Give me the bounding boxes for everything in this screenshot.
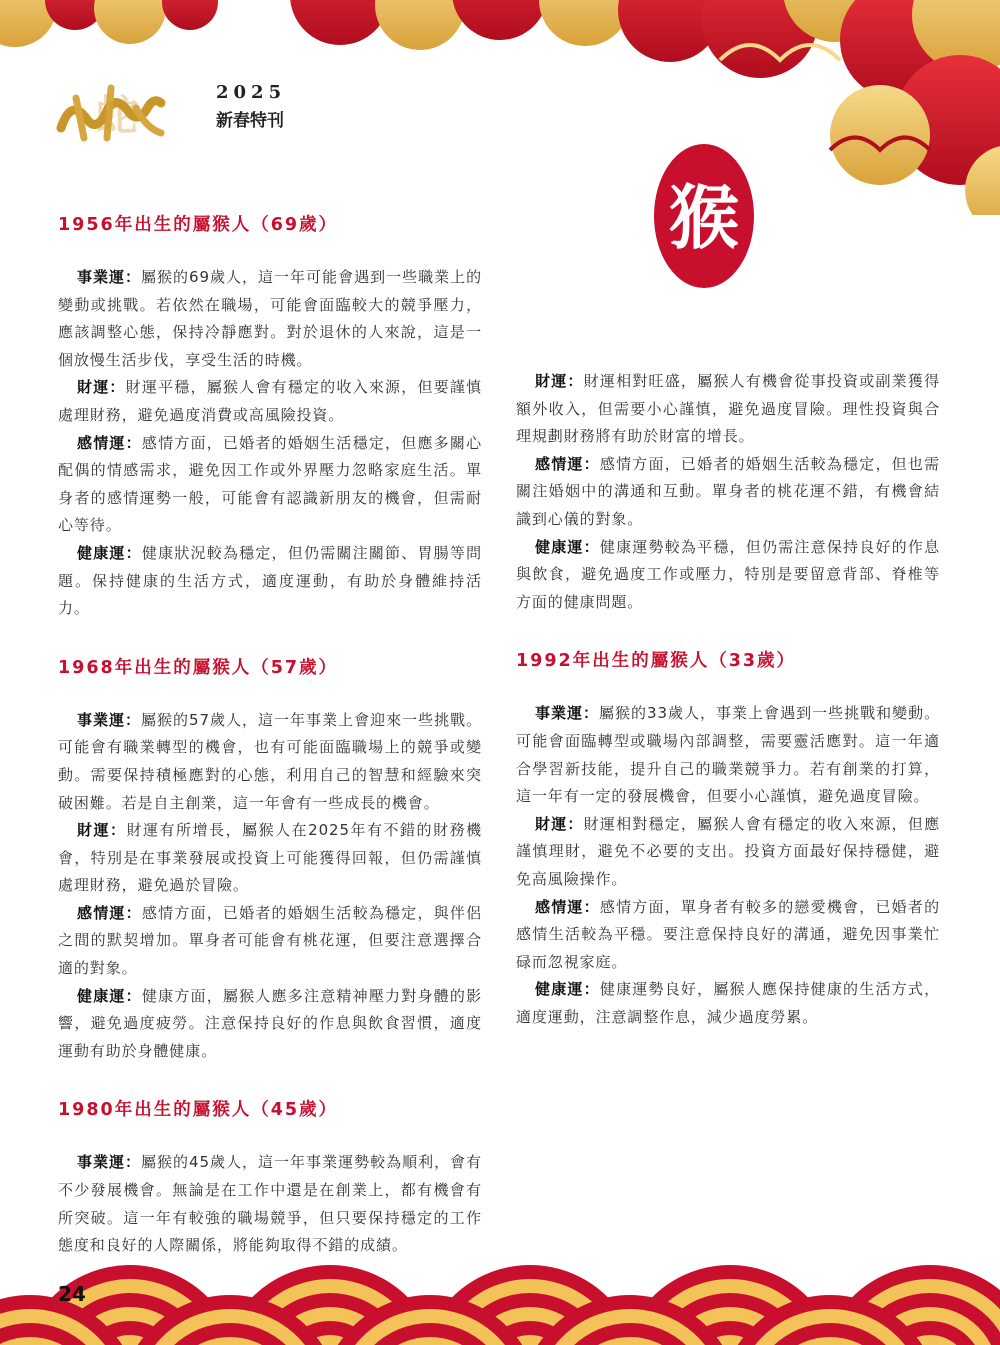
fortune-paragraph	[516, 700, 940, 810]
fortune-label: 健康運：	[535, 980, 600, 999]
fortune-paragraph	[516, 451, 940, 534]
fortune-paragraph	[58, 374, 482, 429]
svg-text:猴: 猴	[669, 176, 739, 259]
fortune-text: 感情方面，已婚者的婚姻生活較為穩定，但也需關注婚姻中的溝通和互動。單身者的桃花運不錯，有機會結識到心儀的對象。	[516, 454, 940, 528]
masthead	[56, 78, 287, 148]
issue-edition: 新春特刊	[216, 111, 284, 131]
fortune-label: 感情運：	[77, 433, 142, 452]
fortune-text: 感情方面，已婚者的婚姻生活穩定，但應多關心配偶的情感需求，避免因工作或外界壓力忽略家庭生活。單身者的感情運勢一般，可能會有認識新朋友的機會，但需耐心等待。	[58, 433, 482, 535]
fortune-text: 財運有所增長，屬猴人在2025年有不錯的財務機會，特別是在事業發展或投資上可能獲得回報，但仍需謹慎處理財務，避免過於冒險。	[58, 821, 482, 895]
fortune-paragraph	[516, 894, 940, 977]
issue-year: 2025	[216, 82, 287, 103]
fortune-text: 感情方面，單身者有較多的戀愛機會，已婚者的感情生活較為平穩。要注意保持良好的溝通，避免因事業忙碌而忽視家庭。	[516, 897, 940, 971]
fortune-paragraph	[58, 707, 482, 817]
fortune-paragraph	[58, 430, 482, 540]
cloud-right	[290, 0, 1000, 215]
fortune-label: 健康運：	[77, 986, 142, 1005]
fortune-paragraph	[516, 811, 940, 894]
left-column	[58, 212, 482, 1260]
fortune-text: 屬猴的69歲人，這一年可能會遇到一些職業上的變動或挑戰。若依然在職場，可能會面臨較大的競爭壓力，應該調整心態，保持冷靜應對。對於退休的人來說，這是一個放慢生活步伐，享受生活的時機。	[58, 268, 483, 369]
section-heading: 1992年出生的屬猴人（33歲）	[516, 651, 797, 672]
fortune-paragraph	[516, 976, 940, 1031]
fortune-label: 感情運：	[535, 897, 600, 916]
fortune-label: 感情運：	[77, 903, 142, 922]
section-heading: 1980年出生的屬猴人（45歲）	[58, 1100, 339, 1121]
svg-text:蛇: 蛇	[96, 91, 139, 140]
fortune-label: 財運：	[535, 814, 584, 833]
fortune-paragraph	[58, 264, 482, 374]
fortune-label: 財運：	[77, 378, 126, 397]
page-number: 24	[58, 1282, 86, 1306]
monkey-seal-stamp	[652, 142, 756, 290]
bottom-wave-decoration	[0, 1255, 1000, 1345]
section-heading: 1968年出生的屬猴人（57歲）	[58, 657, 339, 678]
snake-calligraphy-logo	[56, 78, 166, 148]
right-column	[516, 368, 940, 1031]
fortune-label: 財運：	[535, 372, 584, 390]
fortune-text: 財運相對穩定，屬猴人會有穩定的收入來源，但應謹慎理財，避免不必要的支出。投資方面最好保持穩健，避免高風險操作。	[516, 814, 940, 888]
fortune-paragraph	[516, 368, 940, 451]
section-heading: 1956年出生的屬猴人（69歲）	[58, 215, 339, 235]
fortune-label: 事業運：	[77, 268, 142, 286]
fortune-paragraph	[58, 540, 482, 623]
fortune-text: 屬猴的57歲人，這一年事業上會迎來一些挑戰。可能會有職業轉型的機會，也有可能面臨職場上的競爭或變動。需要保持積極應對的心態，利用自己的智慧和經驗來突破困難。若是自主創業，這一年會有一些成長的機會。	[58, 710, 483, 812]
fortune-text: 財運相對旺盛，屬猴人有機會從事投資或副業獲得額外收入，但需要小心謹慎，避免過度冒險。理性投資與合理規劃財務將有助於財富的增長。	[516, 372, 940, 446]
fortune-label: 事業運：	[77, 1153, 142, 1172]
fortune-text: 感情方面，已婚者的婚姻生活較為穩定，與伴侶之間的默契增加。單身者可能會有桃花運，但要注意選擇合適的對象。	[58, 903, 482, 978]
fortune-text: 健康方面，屬猴人應多注意精神壓力對身體的影響，避免過度疲勞。注意保持良好的作息與飲食習慣，適度運動有助於身體健康。	[58, 986, 482, 1060]
fortune-text: 財運平穩，屬猴人會有穩定的收入來源，但要謹慎處理財務，避免過度消費或高風險投資。	[58, 378, 482, 424]
fortune-label: 事業運：	[535, 704, 600, 723]
fortune-label: 感情運：	[535, 454, 600, 473]
fortune-label: 健康運：	[535, 537, 600, 556]
fortune-label: 財運：	[77, 821, 127, 840]
fortune-label: 事業運：	[77, 710, 142, 729]
fortune-paragraph	[58, 1149, 482, 1259]
fortune-text: 健康狀況較為穩定，但仍需關注關節、胃腸等問題。保持健康的生活方式，適度運動，有助於身體維持活力。	[58, 543, 482, 618]
fortune-text: 健康運勢良好，屬猴人應保持健康的生活方式，適度運動，注意調整作息，減少過度勞累。	[516, 980, 940, 1026]
fortune-paragraph	[58, 900, 482, 983]
cloud-left	[0, 0, 218, 47]
fortune-paragraph	[58, 983, 482, 1066]
fortune-text: 健康運勢較為平穩，但仍需注意保持良好的作息與飲食，避免過度工作或壓力，特別是要留意背部、脊椎等方面的健康問題。	[516, 537, 940, 611]
fortune-paragraph	[58, 817, 482, 900]
fortune-text: 屬猴的45歲人，這一年事業運勢較為順利，會有不少發展機會。無論是在工作中還是在創業上，都有機會有所突破。這一年有較強的職場競爭，但只要保持穩定的工作態度和良好的人際關係，將能夠取得不錯的成績。	[58, 1153, 483, 1255]
fortune-paragraph	[516, 534, 940, 617]
fortune-text: 屬猴的33歲人，事業上會遇到一些挑戰和變動。可能會面臨轉型或職場內部調整，需要靈活應對。這一年適合學習新技能，提升自己的職業競爭力。若有創業的打算，這一年有一定的發展機會，但要小心謹慎，避免過度冒險。	[516, 704, 941, 806]
fortune-label: 健康運：	[77, 543, 142, 562]
